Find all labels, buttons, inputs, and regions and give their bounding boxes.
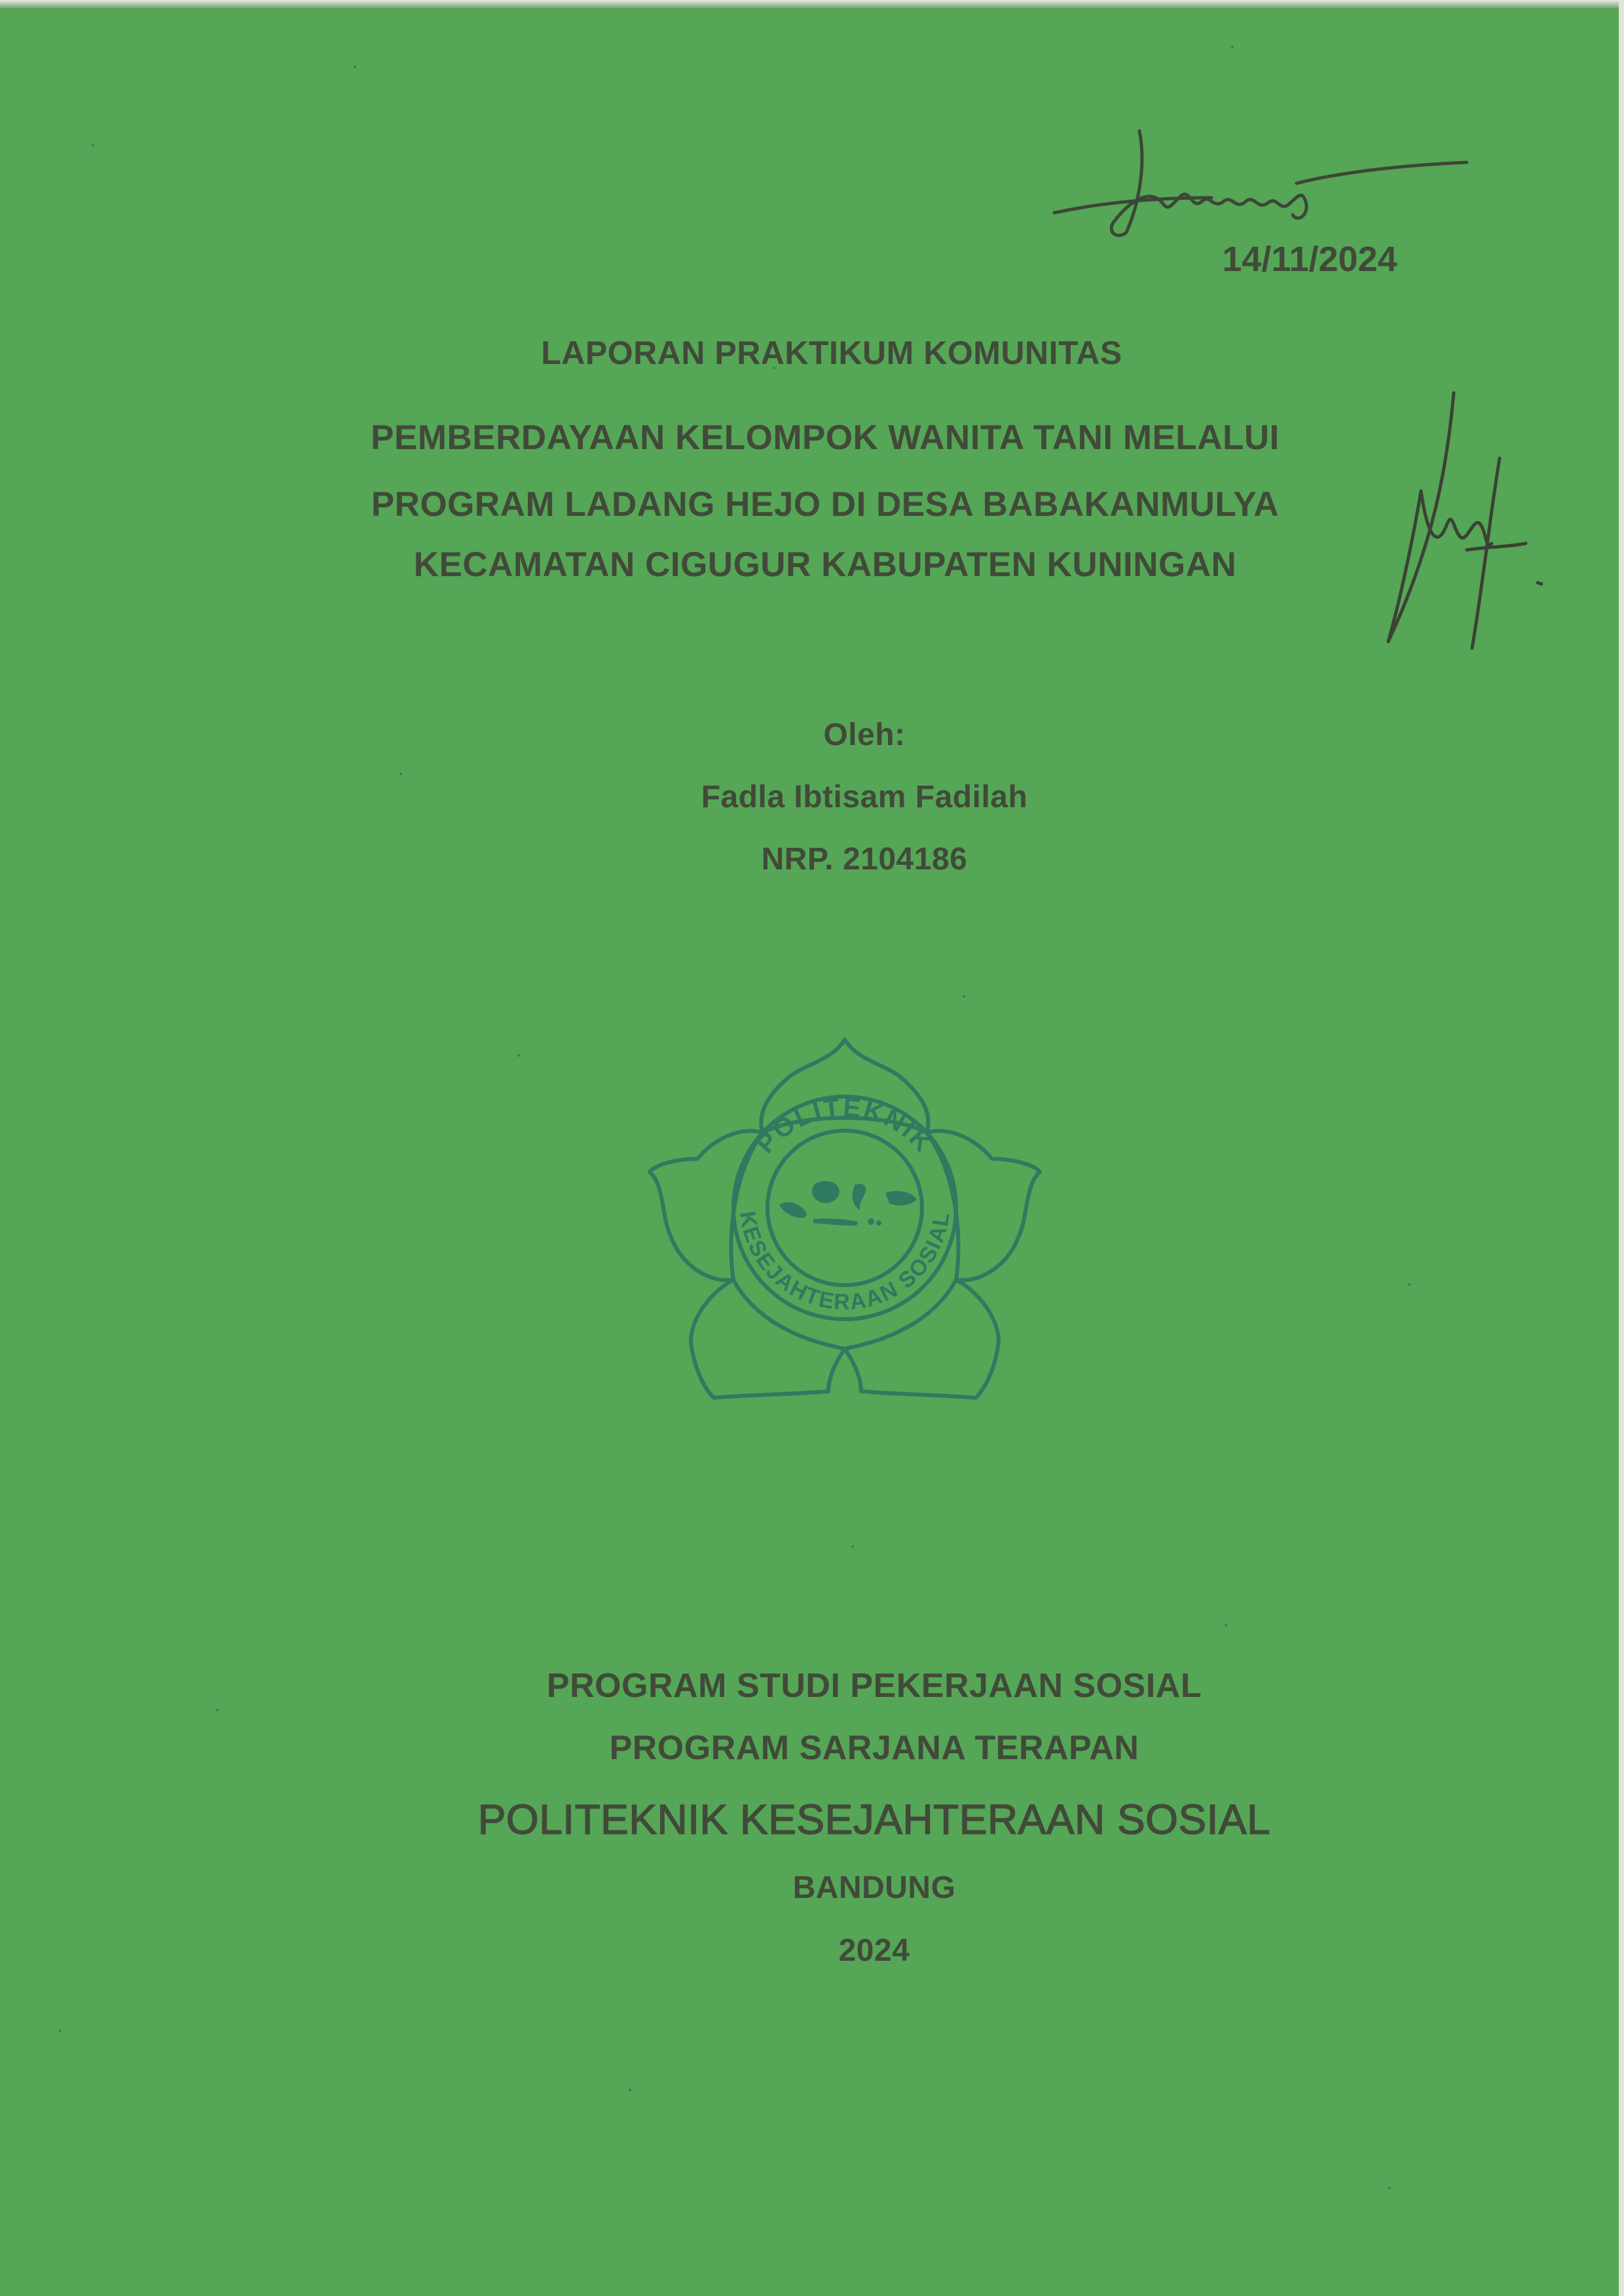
signature-date: 14/11/2024 [1222,240,1397,279]
handwritten-signature [1041,124,1473,242]
author-name: Fadla Ibtisam Fadilah [701,780,1028,814]
report-title-line-1: PEMBERDAYAAN KELOMPOK WANITA TANI MELALUI [371,418,1280,457]
paper-speck [216,1709,219,1711]
institution-logo [642,1028,1048,1408]
paper-speck [963,995,965,998]
author-label: Oleh: [823,718,906,752]
paper-speck [629,2088,631,2091]
paper-speck [1388,2187,1391,2189]
paper-speck [59,2030,62,2032]
paper-speck [1231,46,1234,48]
paper-speck [354,65,356,68]
paper-speck [517,1054,520,1057]
study-program: PROGRAM STUDI PEKERJAAN SOSIAL [546,1667,1202,1705]
degree-program: PROGRAM SARJANA TERAPAN [609,1729,1139,1767]
paper-speck [1225,1624,1227,1626]
report-year: 2024 [838,1933,910,1968]
report-type: LAPORAN PRAKTIKUM KOMUNITAS [541,335,1122,371]
scan-top-edge [0,0,1624,8]
paper-speck [399,773,402,775]
report-title-line-3: KECAMATAN CIGUGUR KABUPATEN KUNINGAN [413,545,1237,584]
paper-speck [1408,1283,1411,1286]
author-nrp: NRP. 2104186 [761,842,968,877]
report-title-line-2: PROGRAM LADANG HEJO DI DESA BABAKANMULYA [371,485,1280,524]
paper-speck [851,1545,854,1548]
institution-city: BANDUNG [792,1870,956,1905]
paper-speck [92,144,94,147]
logo-ring-top-text: POLITEKNIK [750,1093,939,1159]
institution-name: POLITEKNIK KESEJAHTERAAN SOSIAL [477,1796,1271,1843]
logo-ring-bottom-text: KESEJAHTERAAN SOSIAL [734,1209,955,1315]
